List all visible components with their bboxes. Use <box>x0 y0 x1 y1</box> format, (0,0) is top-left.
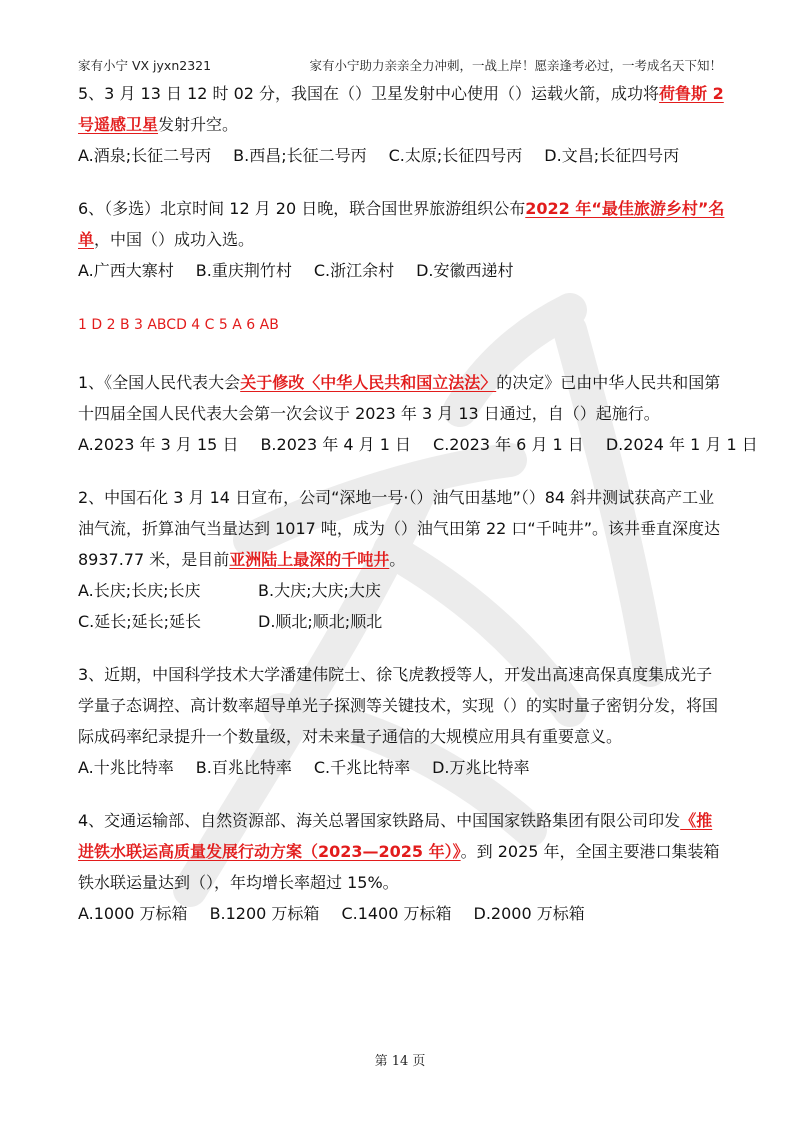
option-d: D.2000 万标箱 <box>473 904 585 923</box>
question-2-options-row1 <box>78 575 728 606</box>
option-b: B.大庆;大庆;大庆 <box>258 581 381 600</box>
question-text: 4、交通运输部、自然资源部、海关总署国家铁路局、中国国家铁路集团有限公司印发 <box>78 811 681 830</box>
highlight-keyword: 荷鲁斯 2 号遥感卫星 <box>78 84 724 134</box>
question-text-end: 发射升空。 <box>158 115 239 134</box>
question-4 <box>78 805 728 898</box>
option-a: A.2023 年 3 月 15 日 <box>78 435 239 454</box>
option-c: C.1400 万标箱 <box>341 904 452 923</box>
option-a: A.酒泉;长征二号丙 <box>78 146 212 165</box>
highlight-keyword: 关于修改〈中华人民共和国立法法〉 <box>240 373 497 392</box>
option-a: A.1000 万标箱 <box>78 904 188 923</box>
option-d: D.2024 年 1 月 1 日 <box>605 435 758 454</box>
option-d: D.顺北;顺北;顺北 <box>258 612 383 631</box>
header-left: 家有小宁 VX jyxn2321 <box>78 58 212 73</box>
question-1-options <box>78 429 758 460</box>
option-c: C.千兆比特率 <box>313 758 411 777</box>
question-2 <box>78 482 728 575</box>
option-b: B.百兆比特率 <box>195 758 292 777</box>
question-text: 5、3 月 13 日 12 时 02 分，我国在（）卫星发射中心使用（）运载火箭，成功将 <box>78 84 660 103</box>
option-a: A.长庆;长庆;长庆 <box>78 581 201 600</box>
option-d: D.文昌;长征四号丙 <box>544 146 680 165</box>
option-a: A.广西大寨村 <box>78 261 174 280</box>
question-2-options-row2 <box>78 606 728 637</box>
question-3: 3、近期，中国科学技术大学潘建伟院士、徐飞虎教授等人，开发出高速高保真度集成光子学量子态调控、高计数率超导单光子探测等关键技术，实现（）的实时量子密钥分发，将国际成码率纪录提升一个数量级，对未来量子通信的大规模应用具有重要意义。 <box>78 665 719 746</box>
question-text-end: ，中国（）成功入选。 <box>94 230 255 249</box>
question-6-options <box>78 255 728 286</box>
question-1 <box>78 367 728 429</box>
option-b: B.1200 万标箱 <box>209 904 320 923</box>
highlight-keyword: 2022 年“最佳旅游乡村”名单 <box>78 199 725 249</box>
question-text-end: 。到 2025 年，全国主要港口集装箱铁水联运量达到（），年均增长率超过 15%。 <box>78 842 720 892</box>
question-3-options <box>78 752 728 783</box>
option-c: C.延长;延长;延长 <box>78 612 202 631</box>
question-text: 1、《全国人民代表大会 <box>78 373 241 392</box>
option-d: D.安徽西递村 <box>416 261 514 280</box>
question-text-end: 。 <box>389 550 406 569</box>
option-b: B.重庆荆竹村 <box>195 261 292 280</box>
question-text: 2、中国石化 3 月 14 日宣布，公司“深地一号·（）油气田基地”（）84 斜井测试获高产工业油气流，折算油气当量达到 1017 吨，成为（）油气田第 22 口“千吨井”。该井垂直深度达 8937.77 米，是目前 <box>78 488 721 569</box>
question-5-options <box>78 140 728 171</box>
highlight-keyword: 亚洲陆上最深的千吨井 <box>229 550 390 569</box>
question-4-options <box>78 898 728 929</box>
question-text-end: 的决定》已由中华人民共和国第十四届全国人民代表大会第一次会议于 2023 年 3 月 13 日通过，自（）起施行。 <box>78 373 721 423</box>
option-d: D.万兆比特率 <box>432 758 530 777</box>
option-c: C.太原;长征四号丙 <box>388 146 523 165</box>
question-5 <box>78 78 728 140</box>
question-text: 6、（多选）北京时间 12 月 20 日晚，联合国世界旅游组织公布 <box>78 199 526 218</box>
question-6 <box>78 193 728 255</box>
page-number: 第 14 页 <box>374 1054 426 1069</box>
document-body <box>78 78 758 929</box>
option-c: C.浙江余村 <box>313 261 395 280</box>
option-b: B.西昌;长征二号丙 <box>233 146 367 165</box>
header-right: 家有小宁助力亲亲全力冲刺，一战上岸！愿亲逢考必过，一考成名天下知！ <box>309 58 722 73</box>
option-b: B.2023 年 4 月 1 日 <box>260 435 412 454</box>
answer-key: 1 D 2 B 3 ABCD 4 C 5 A 6 AB <box>78 317 279 333</box>
option-a: A.十兆比特率 <box>78 758 174 777</box>
page-header <box>78 56 722 74</box>
option-c: C.2023 年 6 月 1 日 <box>433 435 584 454</box>
highlight-keyword: 《推进铁水联运高质量发展行动方案（2023—2025 年）》 <box>78 811 713 861</box>
